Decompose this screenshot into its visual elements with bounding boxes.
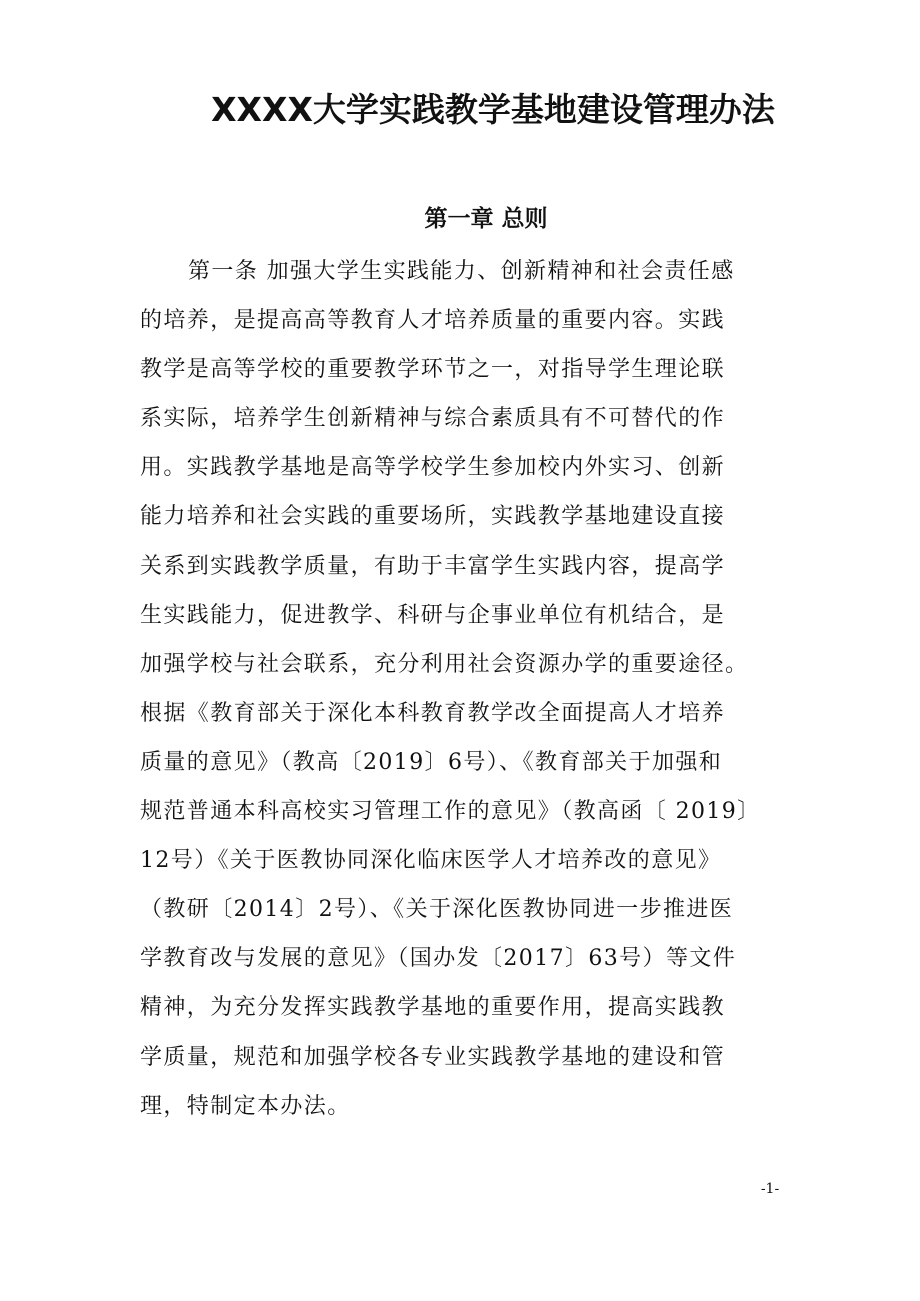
paragraph-line: 加强学校与社会联系，充分利用社会资源办学的重要途径。 <box>140 651 749 677</box>
paragraph-line: 12号）《关于医教协同深化临床医学人才培养改的意见》 <box>140 848 722 874</box>
paragraph-line: 用。实践教学基地是高等学校学生参加校内外实习、创新 <box>140 455 726 481</box>
paragraph-line: 第一条 加强大学生实践能力、创新精神和社会责任感 <box>188 259 735 284</box>
paragraph-line: 学教育改与发展的意见》（国办发〔2017〕63号）等文件 <box>140 946 737 972</box>
document-title: XXXX大学实践教学基地建设管理办法 <box>211 90 775 129</box>
paragraph-line: 系实际，培养学生创新精神与综合素质具有不可替代的作 <box>140 406 726 432</box>
paragraph-line: 学质量，规范和加强学校各专业实践教学基地的建设和管 <box>140 1044 726 1070</box>
paragraph-line: 能力培养和社会实践的重要场所，实践教学基地建设直接 <box>140 504 726 530</box>
paragraph-line: 质量的意见》（教高〔2019〕6号）、《教育部关于加强和 <box>140 749 723 775</box>
page-number: -1- <box>760 1181 780 1197</box>
paragraph-line: 理，特制定本办法。 <box>140 1093 351 1119</box>
paragraph-line: （教研〔2014〕2号）、《关于深化医教协同进一步推进医 <box>140 897 734 923</box>
paragraph-line: 生实践能力，促进教学、科研与企事业单位有机结合，是 <box>140 602 726 628</box>
paragraph-line: 教学是高等学校的重要教学环节之一，对指导学生理论联 <box>140 357 726 383</box>
paragraph-line: 精神，为充分发挥实践教学基地的重要作用，提高实践教 <box>140 995 726 1021</box>
paragraph-line: 根据《教育部关于深化本科教育教学改全面提高人才培养 <box>140 700 726 726</box>
paragraph-line: 关系到实践教学质量，有助于丰富学生实践内容，提高学 <box>140 553 726 579</box>
paragraph-line: 的培养，是提高高等教育人才培养质量的重要内容。实践 <box>140 308 726 334</box>
article-1-paragraph <box>140 247 800 1131</box>
chapter-title: 第一章 总则 <box>424 206 548 232</box>
paragraph-line: 规范普通本科高校实习管理工作的意见》（教高函〔 2019〕 <box>140 799 761 825</box>
